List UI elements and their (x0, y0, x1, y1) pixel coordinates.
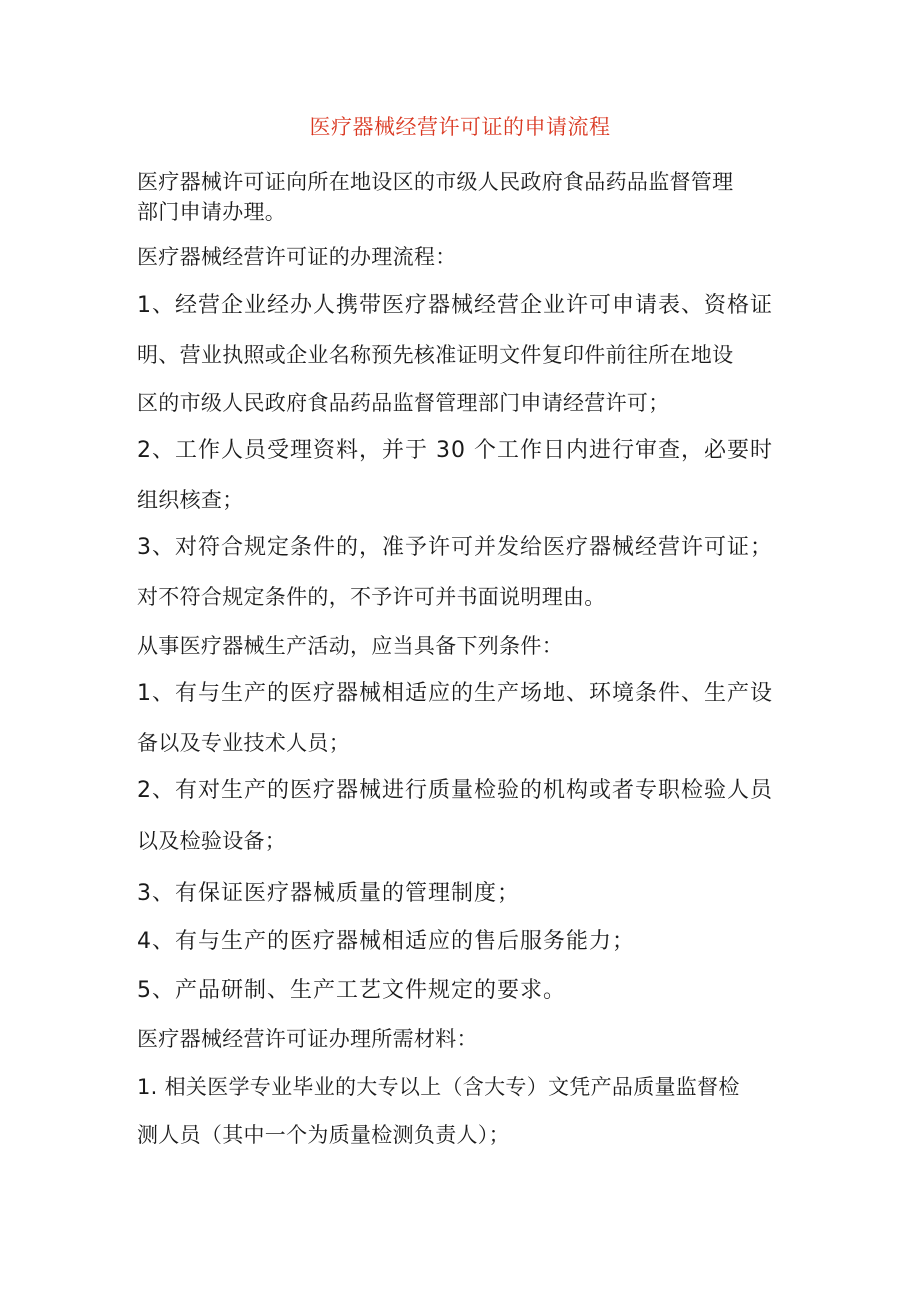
paragraph-line: 明、营业执照或企业名称预先核准证明文件复印件前往所在地设 (137, 343, 734, 367)
document-title: 医疗器械经营许可证的申请流程 (309, 115, 611, 139)
paragraph-line: 1. 相关医学专业毕业的大专以上（含大专）文凭产品质量监督检 (137, 1075, 740, 1099)
paragraph-line: 5、产品研制、生产工艺文件规定的要求。 (137, 978, 566, 1003)
paragraph-line: 1、经营企业经办人携带医疗器械经营企业许可申请表、资格证 (137, 293, 773, 318)
paragraph-line: 部门申请办理。 (137, 200, 287, 224)
paragraph-line: 对不符合规定条件的，不予许可并书面说明理由。 (137, 585, 606, 609)
paragraph-line: 区的市级人民政府食品药品监督管理部门申请经营许可； (137, 391, 670, 415)
paragraph-line: 组织核查； (137, 488, 244, 512)
paragraph-line: 4、有与生产的医疗器械相适应的售后服务能力； (137, 929, 635, 954)
paragraph-line: 医疗器械许可证向所在地设区的市级人民政府食品药品监督管理 (137, 170, 734, 194)
paragraph-line: 2、工作人员受理资料，并于 30 个工作日内进行审查，必要时 (137, 438, 773, 463)
paragraph-line: 医疗器械经营许可证的办理流程： (137, 245, 457, 269)
paragraph-line: 备以及专业技术人员； (137, 731, 350, 755)
paragraph-line: 以及检验设备； (137, 829, 287, 853)
paragraph-line: 2、有对生产的医疗器械进行质量检验的机构或者专职检验人员 (137, 778, 773, 803)
paragraph-line: 3、有保证医疗器械质量的管理制度； (137, 881, 520, 906)
paragraph-line: 从事医疗器械生产活动，应当具备下列条件： (137, 634, 563, 658)
paragraph-line: 1、有与生产的医疗器械相适应的生产场地、环境条件、生产设 (137, 681, 773, 706)
paragraph-line: 医疗器械经营许可证办理所需材料： (137, 1027, 478, 1051)
paragraph-line: 测人员（其中一个为质量检测负责人）； (137, 1123, 510, 1147)
paragraph-line: 3、对符合规定条件的，准予许可并发给医疗器械经营许可证； (137, 535, 773, 560)
